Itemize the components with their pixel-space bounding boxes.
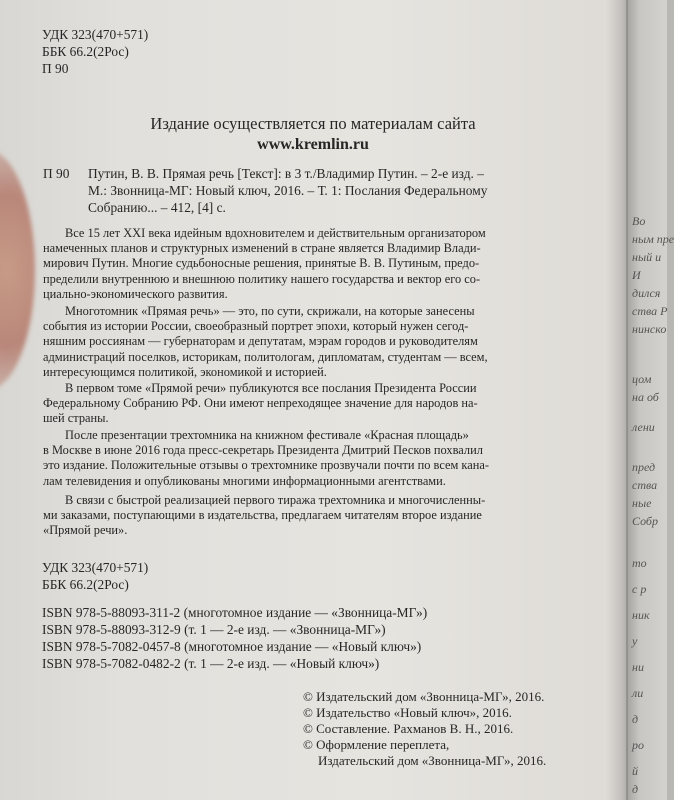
copyright-line: © Оформление переплета, <box>303 737 450 752</box>
facing-text: лени <box>632 420 655 434</box>
copyright-line: © Составление. Рахманов В. Н., 2016. <box>303 721 514 736</box>
paragraph-line: пределили внутреннюю и внешнюю политику нашего государства и вектор его со- <box>43 271 481 286</box>
facing-text: д <box>632 782 639 796</box>
facing-text: ро <box>632 738 644 752</box>
paragraph-line: намеченных планов и структурных изменений в стране является Владимир Влади- <box>43 241 481 256</box>
paragraph-line: циально-экономического развития. <box>43 286 228 301</box>
annotation-paragraph-4 <box>43 428 583 489</box>
header-udk: УДК 323(470+571) <box>42 27 149 42</box>
paragraph-line: «Прямой речи». <box>43 523 128 538</box>
facing-text: нинско <box>632 322 667 336</box>
paragraph-line: В связи с быстрой реализацией первого тиража трехтомника и многочисленны- <box>65 493 486 507</box>
facing-text: ства Р <box>632 304 668 318</box>
facing-text: д <box>632 712 639 726</box>
facing-text: ни <box>632 660 644 674</box>
paragraph-line: мирович Путин. Многие судьбоносные решения, принятые В. В. Путиным, предо- <box>43 256 480 271</box>
facing-text: ным пре <box>632 232 674 246</box>
site-notice: Издание осуществляется по материалам сайта <box>150 114 476 133</box>
paragraph-line: Многотомник «Прямая речь» — это, по сути, скрижали, на которые занесены <box>65 304 475 318</box>
annotation-paragraph-1 <box>43 226 583 302</box>
paragraph-line: ми заказами, поступающими в издательства, предлагаем читателям второе издание <box>43 508 482 523</box>
facing-text: ства <box>632 478 658 492</box>
footer-udk: УДК 323(470+571) <box>42 560 149 575</box>
thumb-shadow <box>0 150 35 390</box>
copyright-line: © Издательство «Новый ключ», 2016. <box>303 705 512 720</box>
paragraph-line: шей страны. <box>43 411 109 426</box>
isbn-line: ISBN 978-5-88093-312-9 (т. 1 — 2-е изд. — «Звонница-МГ») <box>42 622 386 637</box>
paragraph-line: няшним россиянам — губернаторам и депутатам, мэрам городов и руководителям <box>43 334 478 349</box>
paragraph-line: Все 15 лет XXI века идейным вдохновителем и действительным организатором <box>65 226 486 240</box>
site-url: www.kremlin.ru <box>257 136 369 153</box>
header-code: П 90 <box>42 61 69 76</box>
isbn-line: ISBN 978-5-88093-311-2 (многотомное издание — «Звонница-МГ») <box>42 605 428 620</box>
facing-text: й <box>632 764 638 778</box>
copyright-line: © Издательский дом «Звонница-МГ», 2016. <box>303 689 545 704</box>
facing-text: с р <box>632 582 647 596</box>
facing-text: цом <box>632 372 652 386</box>
facing-text: дился <box>632 286 661 300</box>
paragraph-line: события из истории России, своеобразный портрет эпохи, который нужен сегод- <box>43 319 469 334</box>
facing-text: на об <box>632 390 659 404</box>
paragraph-line: это издание. Положительные отзывы о трехтомнике прозвучали почти по всем кана- <box>43 458 490 473</box>
paragraph-line: Федеральному Собранию РФ. Они имеют непреходящее значение для народов на- <box>43 396 478 411</box>
book-gutter <box>606 0 628 800</box>
header-bbk: ББК 66.2(2Рос) <box>42 44 129 59</box>
annotation-paragraph-3 <box>43 381 583 427</box>
facing-text: ный и <box>632 250 662 264</box>
paragraph-line: в Москве в июне 2016 года пресс-секретарь Президента Дмитрий Песков похвалил <box>43 443 483 458</box>
copyright-line: Издательский дом «Звонница-МГ», 2016. <box>318 753 547 768</box>
facing-text: ник <box>632 608 650 622</box>
facing-text: ные <box>632 496 652 510</box>
isbn-line: ISBN 978-5-7082-0482-2 (т. 1 — 2-е изд. — «Новый ключ») <box>42 656 380 671</box>
isbn-line: ISBN 978-5-7082-0457-8 (многотомное издание — «Новый ключ») <box>42 639 422 654</box>
catalog-line-1: Путин, В. В. Прямая речь [Текст]: в 3 т./Владимир Путин. – 2-е изд. – <box>88 166 484 181</box>
facing-text: Собр <box>632 514 658 528</box>
paragraph-line: администраций поселков, историкам, политологам, дипломатам, студентам — всем, <box>43 349 488 364</box>
paragraph-line: В первом томе «Прямой речи» публикуются все послания Президента России <box>65 381 477 395</box>
catalog-line-3: Собранию... – 412, [4] с. <box>88 200 226 215</box>
annotation-paragraph-2 <box>43 304 583 380</box>
facing-text: И <box>632 268 641 282</box>
catalog-code: П 90 <box>43 166 70 181</box>
paragraph-line: интересующимся политикой, экономикой и историей. <box>43 364 327 379</box>
facing-text: у <box>632 634 638 648</box>
facing-text: ли <box>632 686 644 700</box>
facing-text: Во <box>632 214 646 228</box>
paragraph-line: лам телевидения и опубликованы многими информационными агентствами. <box>43 473 446 488</box>
facing-text: пред <box>632 460 656 474</box>
catalog-line-2: М.: Звонница-МГ: Новый ключ, 2016. – Т. 1: Послания Федеральному <box>88 183 488 198</box>
paragraph-line: После презентации трехтомника на книжном фестивале «Красная площадь» <box>65 428 469 442</box>
annotation-paragraph-5 <box>43 493 583 539</box>
footer-bbk: ББК 66.2(2Рос) <box>42 577 129 592</box>
facing-text: то <box>632 556 647 570</box>
facing-page <box>628 0 674 800</box>
